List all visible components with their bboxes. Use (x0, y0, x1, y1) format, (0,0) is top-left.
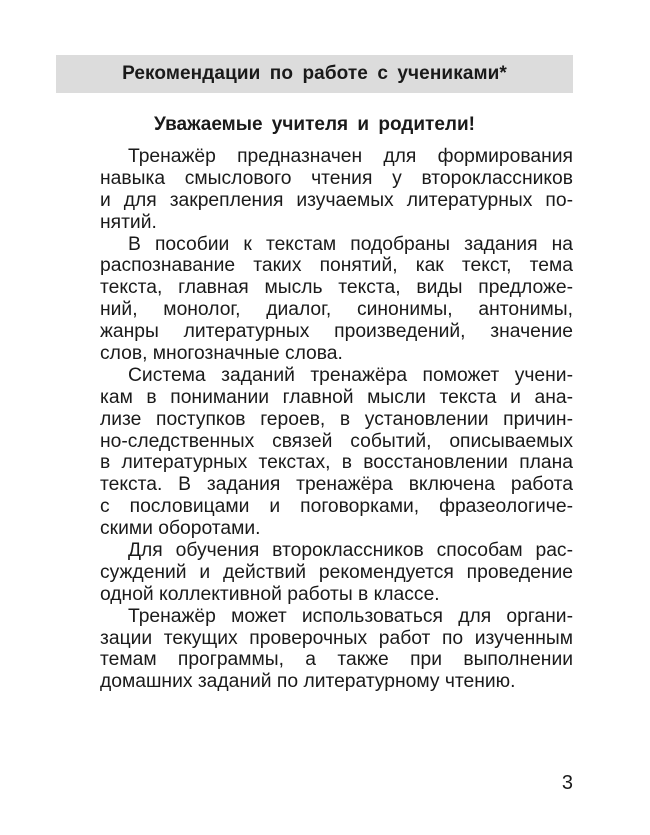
text-line: зации текущих проверочных работ по изученным (100, 627, 573, 649)
text-line: навыка смыслового чтения у второклассников (100, 167, 573, 189)
text-line: В пособии к текстам подобраны задания на (128, 233, 573, 255)
text-line: текста. В задания тренажёра включена работа (100, 474, 573, 496)
text-line: одной коллективной работы в классе. (100, 583, 440, 605)
section-header (56, 55, 573, 93)
text-line: Тренажёр может использоваться для органи- (128, 605, 573, 627)
text-line: лизе поступков героев, в установлении причин- (100, 408, 573, 430)
text-line: нятий. (100, 211, 157, 233)
text-line: с пословицами и поговорками, фразеологиче- (100, 496, 573, 518)
text-line: Система заданий тренажёра поможет учени- (128, 364, 573, 386)
text-line: Для обучения второклассников способам рас- (128, 540, 573, 562)
text-line: Тренажёр предназначен для формирования (128, 146, 573, 167)
text-line: жанры литературных произведений, значение (100, 321, 573, 343)
text-line: и для закрепления изучаемых литературных по- (100, 189, 573, 211)
paragraph (100, 146, 573, 234)
text-line: в литературных текстах, в восстановлении плана (100, 452, 573, 474)
text-line: кам в понимании главной мысли текста и ана- (100, 386, 573, 408)
text-line: темам программы, а также при выполнении (100, 649, 573, 671)
page-number: 3 (561, 772, 573, 794)
body-text (100, 146, 573, 693)
greeting-heading: Уважаемые учителя и родители! (153, 114, 475, 135)
text-line: скими оборотами. (100, 518, 261, 540)
section-title: Рекомендации по работе с учениками* (122, 63, 507, 84)
paragraph (100, 540, 573, 606)
text-line: ний, монолог, диалог, синонимы, антонимы, (100, 299, 573, 321)
paragraph (100, 606, 573, 694)
text-line: распознавание таких понятий, как текст, тема (100, 255, 573, 277)
text-line: но-следственных связей событий, описываемых (100, 430, 573, 452)
text-line: домашних заданий по литературному чтению. (100, 671, 516, 693)
paragraph (100, 365, 573, 540)
paragraph (100, 234, 573, 365)
text-line: слов, многозначные слова. (100, 343, 343, 365)
text-line: текста, главная мысль текста, виды предложе- (100, 277, 573, 299)
text-line: суждений и действий рекомендуется проведение (100, 561, 573, 583)
